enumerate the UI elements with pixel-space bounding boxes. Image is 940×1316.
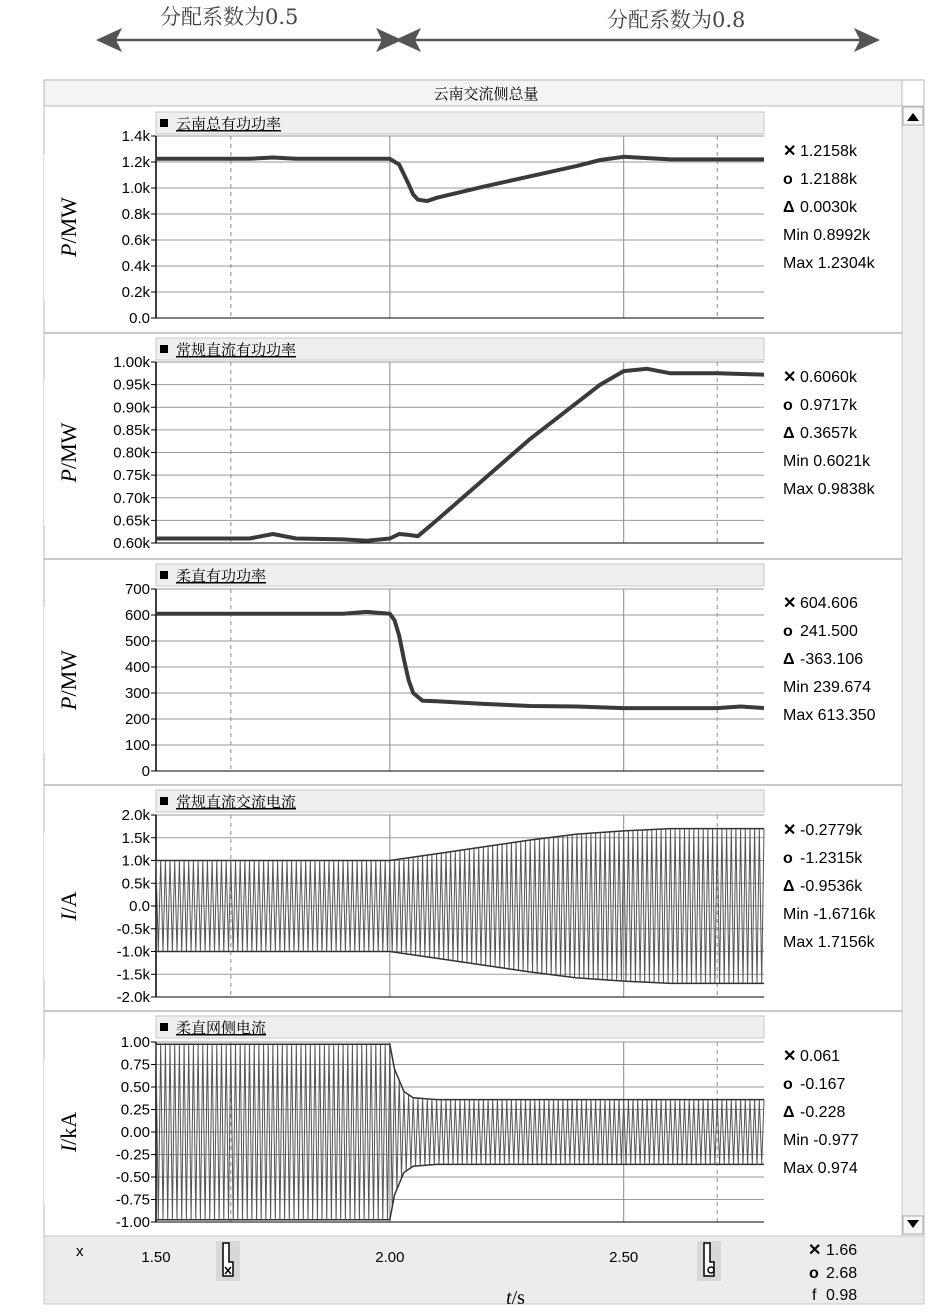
window-title: 云南交流侧总量	[433, 85, 539, 103]
y-tick-label: 0.0	[129, 310, 150, 327]
y-tick-label: 0.5k	[121, 875, 150, 893]
stat-o-value: 241.500	[800, 623, 858, 640]
stat-o-value: 1.2188k	[800, 171, 857, 188]
x-axis-title: t/s	[506, 1287, 525, 1309]
y-tick-label: 0.4k	[121, 258, 150, 275]
annotation-right: 分配系数为0.8	[607, 8, 746, 32]
y-tick-label: 700	[124, 581, 150, 598]
y-tick-label: 1.4k	[121, 128, 150, 145]
cursor-o-icon: o	[809, 1265, 819, 1282]
y-tick-label: -0.50	[115, 1169, 150, 1186]
stat-x-value: 1.2158k	[800, 143, 857, 160]
y-tick-label: 1.2k	[121, 154, 150, 171]
stat-delta-value: -0.9536k	[800, 878, 863, 895]
legend-swatch-icon	[160, 119, 168, 127]
y-tick-label: 1.5k	[121, 829, 150, 847]
stat-o-icon: o	[783, 171, 793, 188]
stat-max-value: Max 1.2304k	[783, 255, 875, 272]
y-tick-label: 0.6k	[121, 232, 150, 249]
stat-x-icon: ✕	[783, 143, 797, 160]
legend-label: 柔直网侧电流	[176, 1019, 267, 1037]
cursor-x-handle[interactable]	[216, 1241, 240, 1281]
stat-delta-icon: Δ	[783, 1104, 795, 1121]
y-tick-label: 0.90k	[113, 399, 150, 417]
x-tick-label: 2.00	[375, 1249, 405, 1266]
legend-label: 常规直流交流电流	[176, 793, 297, 811]
y-axis-title: I/A	[56, 891, 81, 921]
y-axis-title: P/MW	[56, 650, 81, 710]
x-tick-label: 1.50	[141, 1249, 171, 1266]
y-tick-label: 1.0k	[121, 852, 150, 870]
y-tick-label: 0.0	[129, 898, 150, 915]
cursor-o-handle[interactable]	[697, 1241, 721, 1281]
y-tick-label: -1.5k	[116, 966, 150, 984]
legend-swatch-icon	[160, 1023, 168, 1031]
stat-x-value: -0.2779k	[800, 822, 863, 839]
y-tick-label: 0.50	[120, 1079, 150, 1096]
y-tick-label: 0.65k	[113, 512, 150, 530]
stat-o-icon: o	[783, 850, 793, 867]
stat-o-icon: o	[783, 397, 793, 414]
y-tick-label: 0.00	[120, 1124, 150, 1141]
y-tick-label: -0.25	[115, 1146, 150, 1164]
stat-max-value: Max 0.9838k	[783, 481, 875, 498]
y-tick-label: 0.75	[120, 1056, 150, 1074]
legend-swatch-icon	[160, 571, 168, 579]
y-tick-label: 1.0k	[121, 180, 150, 197]
y-tick-label: -0.5k	[116, 920, 150, 938]
cursor-o-value: 2.68	[826, 1265, 858, 1282]
stat-min-value: Min 239.674	[783, 679, 872, 696]
stat-o-icon: o	[783, 1076, 793, 1093]
y-axis-title: P/MW	[56, 197, 81, 257]
stat-o-value: -0.167	[800, 1076, 846, 1093]
stat-o-icon: o	[783, 623, 793, 640]
stat-x-icon: ✕	[783, 822, 797, 839]
cursor-f-icon: f	[812, 1287, 817, 1304]
stat-delta-value: -0.228	[800, 1104, 846, 1121]
stat-delta-icon: Δ	[783, 425, 795, 442]
stat-x-icon: ✕	[783, 369, 797, 386]
legend-swatch-icon	[160, 345, 168, 353]
stat-x-icon: ✕	[783, 595, 797, 612]
legend-label: 柔直有功功率	[176, 567, 267, 585]
y-axis-title: I/kA	[56, 1111, 81, 1153]
y-tick-label: 600	[124, 607, 150, 624]
stat-min-value: Min -0.977	[783, 1132, 859, 1149]
stat-delta-icon: Δ	[783, 651, 795, 668]
stat-x-value: 604.606	[800, 595, 858, 612]
y-tick-label: 0	[141, 763, 150, 780]
y-tick-label: 0.85k	[113, 421, 150, 439]
stat-x-value: 0.6060k	[800, 369, 857, 386]
stat-delta-icon: Δ	[783, 199, 795, 216]
y-tick-label: 400	[124, 659, 150, 676]
x-axis-strip	[44, 1236, 924, 1309]
x-marker-label: x	[76, 1243, 84, 1260]
cursor-x-value: 1.66	[826, 1242, 858, 1259]
y-tick-label: -1.0k	[116, 943, 150, 961]
y-tick-label: 2.0k	[121, 807, 150, 824]
y-tick-label: 100	[124, 737, 150, 754]
stat-delta-value: 0.0030k	[800, 199, 857, 216]
legend-label: 常规直流有功功率	[176, 341, 297, 359]
stat-max-value: Max 613.350	[783, 707, 876, 724]
stat-delta-value: -363.106	[800, 651, 864, 668]
y-tick-label: 0.60k	[113, 535, 150, 552]
cursor-f-value: 0.98	[826, 1287, 858, 1304]
stat-delta-value: 0.3657k	[800, 425, 857, 442]
x-tick-label: 2.50	[609, 1249, 639, 1266]
y-tick-label: 0.80k	[113, 444, 150, 462]
stat-max-value: Max 1.7156k	[783, 934, 875, 951]
y-tick-label: 1.00k	[113, 354, 150, 371]
legend-label: 云南总有功功率	[176, 115, 282, 133]
stat-x-icon: ✕	[783, 1048, 797, 1065]
y-tick-label: 0.25	[120, 1101, 150, 1119]
y-tick-label: -1.00	[115, 1214, 150, 1231]
y-tick-label: 300	[124, 685, 150, 702]
stat-min-value: Min 0.8992k	[783, 227, 871, 244]
stat-min-value: Min -1.6716k	[783, 906, 876, 923]
y-tick-label: -2.0k	[116, 989, 150, 1006]
y-tick-label: 0.8k	[121, 206, 150, 223]
stat-delta-icon: Δ	[783, 878, 795, 895]
y-tick-label: 500	[124, 633, 150, 650]
legend-swatch-icon	[160, 797, 168, 805]
annotation-left: 分配系数为0.5	[160, 5, 299, 29]
y-tick-label: 200	[124, 711, 150, 728]
top-annotations	[96, 5, 880, 52]
y-axis-title: P/MW	[56, 422, 81, 483]
cursor-x-icon: ✕	[808, 1242, 822, 1259]
stat-x-value: 0.061	[800, 1048, 841, 1065]
vertical-scrollbar[interactable]	[902, 106, 924, 1236]
stat-max-value: Max 0.974	[783, 1160, 858, 1177]
y-tick-label: 0.2k	[121, 284, 150, 301]
y-tick-label: 1.00	[120, 1034, 150, 1051]
y-tick-label: 0.95k	[113, 376, 150, 394]
stat-min-value: Min 0.6021k	[783, 453, 871, 470]
stat-o-value: 0.9717k	[800, 397, 857, 414]
y-tick-label: 0.75k	[113, 467, 150, 485]
y-tick-label: 0.70k	[113, 489, 150, 507]
stat-o-value: -1.2315k	[800, 850, 863, 867]
arrow-left-icon	[96, 28, 402, 52]
y-tick-label: -0.75	[115, 1191, 150, 1209]
